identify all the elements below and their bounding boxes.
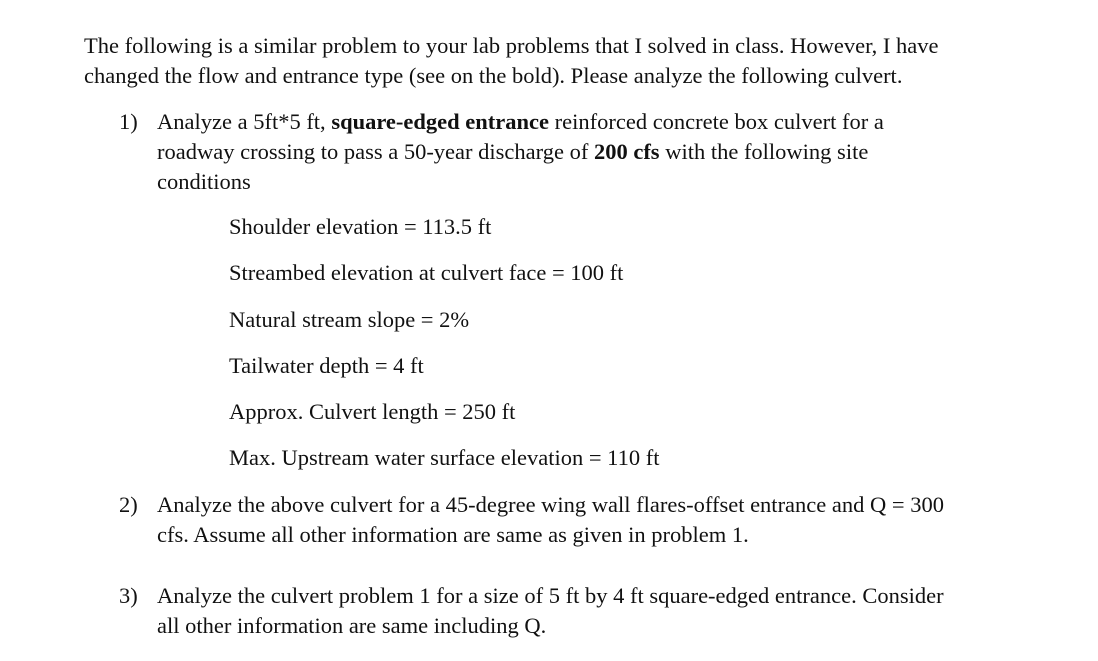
problem-1-line-2-post: with the following site bbox=[659, 139, 869, 164]
problem-2-line-2: cfs. Assume all other information are same as given in problem 1. bbox=[157, 522, 749, 547]
condition-shoulder-elevation: Shoulder elevation = 113.5 ft bbox=[229, 214, 492, 239]
condition-culvert-length: Approx. Culvert length = 250 ft bbox=[229, 399, 516, 424]
intro-line-1: The following is a similar problem to your lab problems that I solved in class. However, I have bbox=[84, 33, 939, 58]
problem-1-line-3: conditions bbox=[157, 169, 251, 194]
problem-2-number: 2) bbox=[119, 492, 138, 517]
condition-max-upstream-elevation: Max. Upstream water surface elevation = 110 ft bbox=[229, 445, 660, 470]
condition-streambed-elevation: Streambed elevation at culvert face = 100 ft bbox=[229, 260, 624, 285]
problem-1-line-1-pre: Analyze a 5ft*5 ft, bbox=[157, 109, 332, 134]
problem-3-line-1: Analyze the culvert problem 1 for a size of 5 ft by 4 ft square-edged entrance. Consider bbox=[157, 583, 944, 608]
problem-1-line-2 bbox=[157, 137, 868, 167]
intro-line-2: changed the flow and entrance type (see on the bold). Please analyze the following culvert. bbox=[84, 63, 903, 88]
condition-stream-slope: Natural stream slope = 2% bbox=[229, 307, 470, 332]
problem-3-number: 3) bbox=[119, 583, 138, 608]
problem-2-line-1: Analyze the above culvert for a 45-degree wing wall flares-offset entrance and Q = 300 bbox=[157, 492, 944, 517]
problem-1-line-2-pre: roadway crossing to pass a 50-year discharge of bbox=[157, 139, 594, 164]
problem-1-entrance-type: square-edged entrance bbox=[331, 109, 549, 134]
condition-tailwater-depth: Tailwater depth = 4 ft bbox=[229, 353, 424, 378]
problem-1-discharge: 200 cfs bbox=[593, 139, 660, 164]
problem-1-line-1 bbox=[157, 107, 884, 137]
problem-1-number: 1) bbox=[119, 109, 138, 134]
problem-1-line-1-post: reinforced concrete box culvert for a bbox=[549, 109, 884, 134]
problem-3-line-2: all other information are same including Q. bbox=[157, 613, 547, 638]
